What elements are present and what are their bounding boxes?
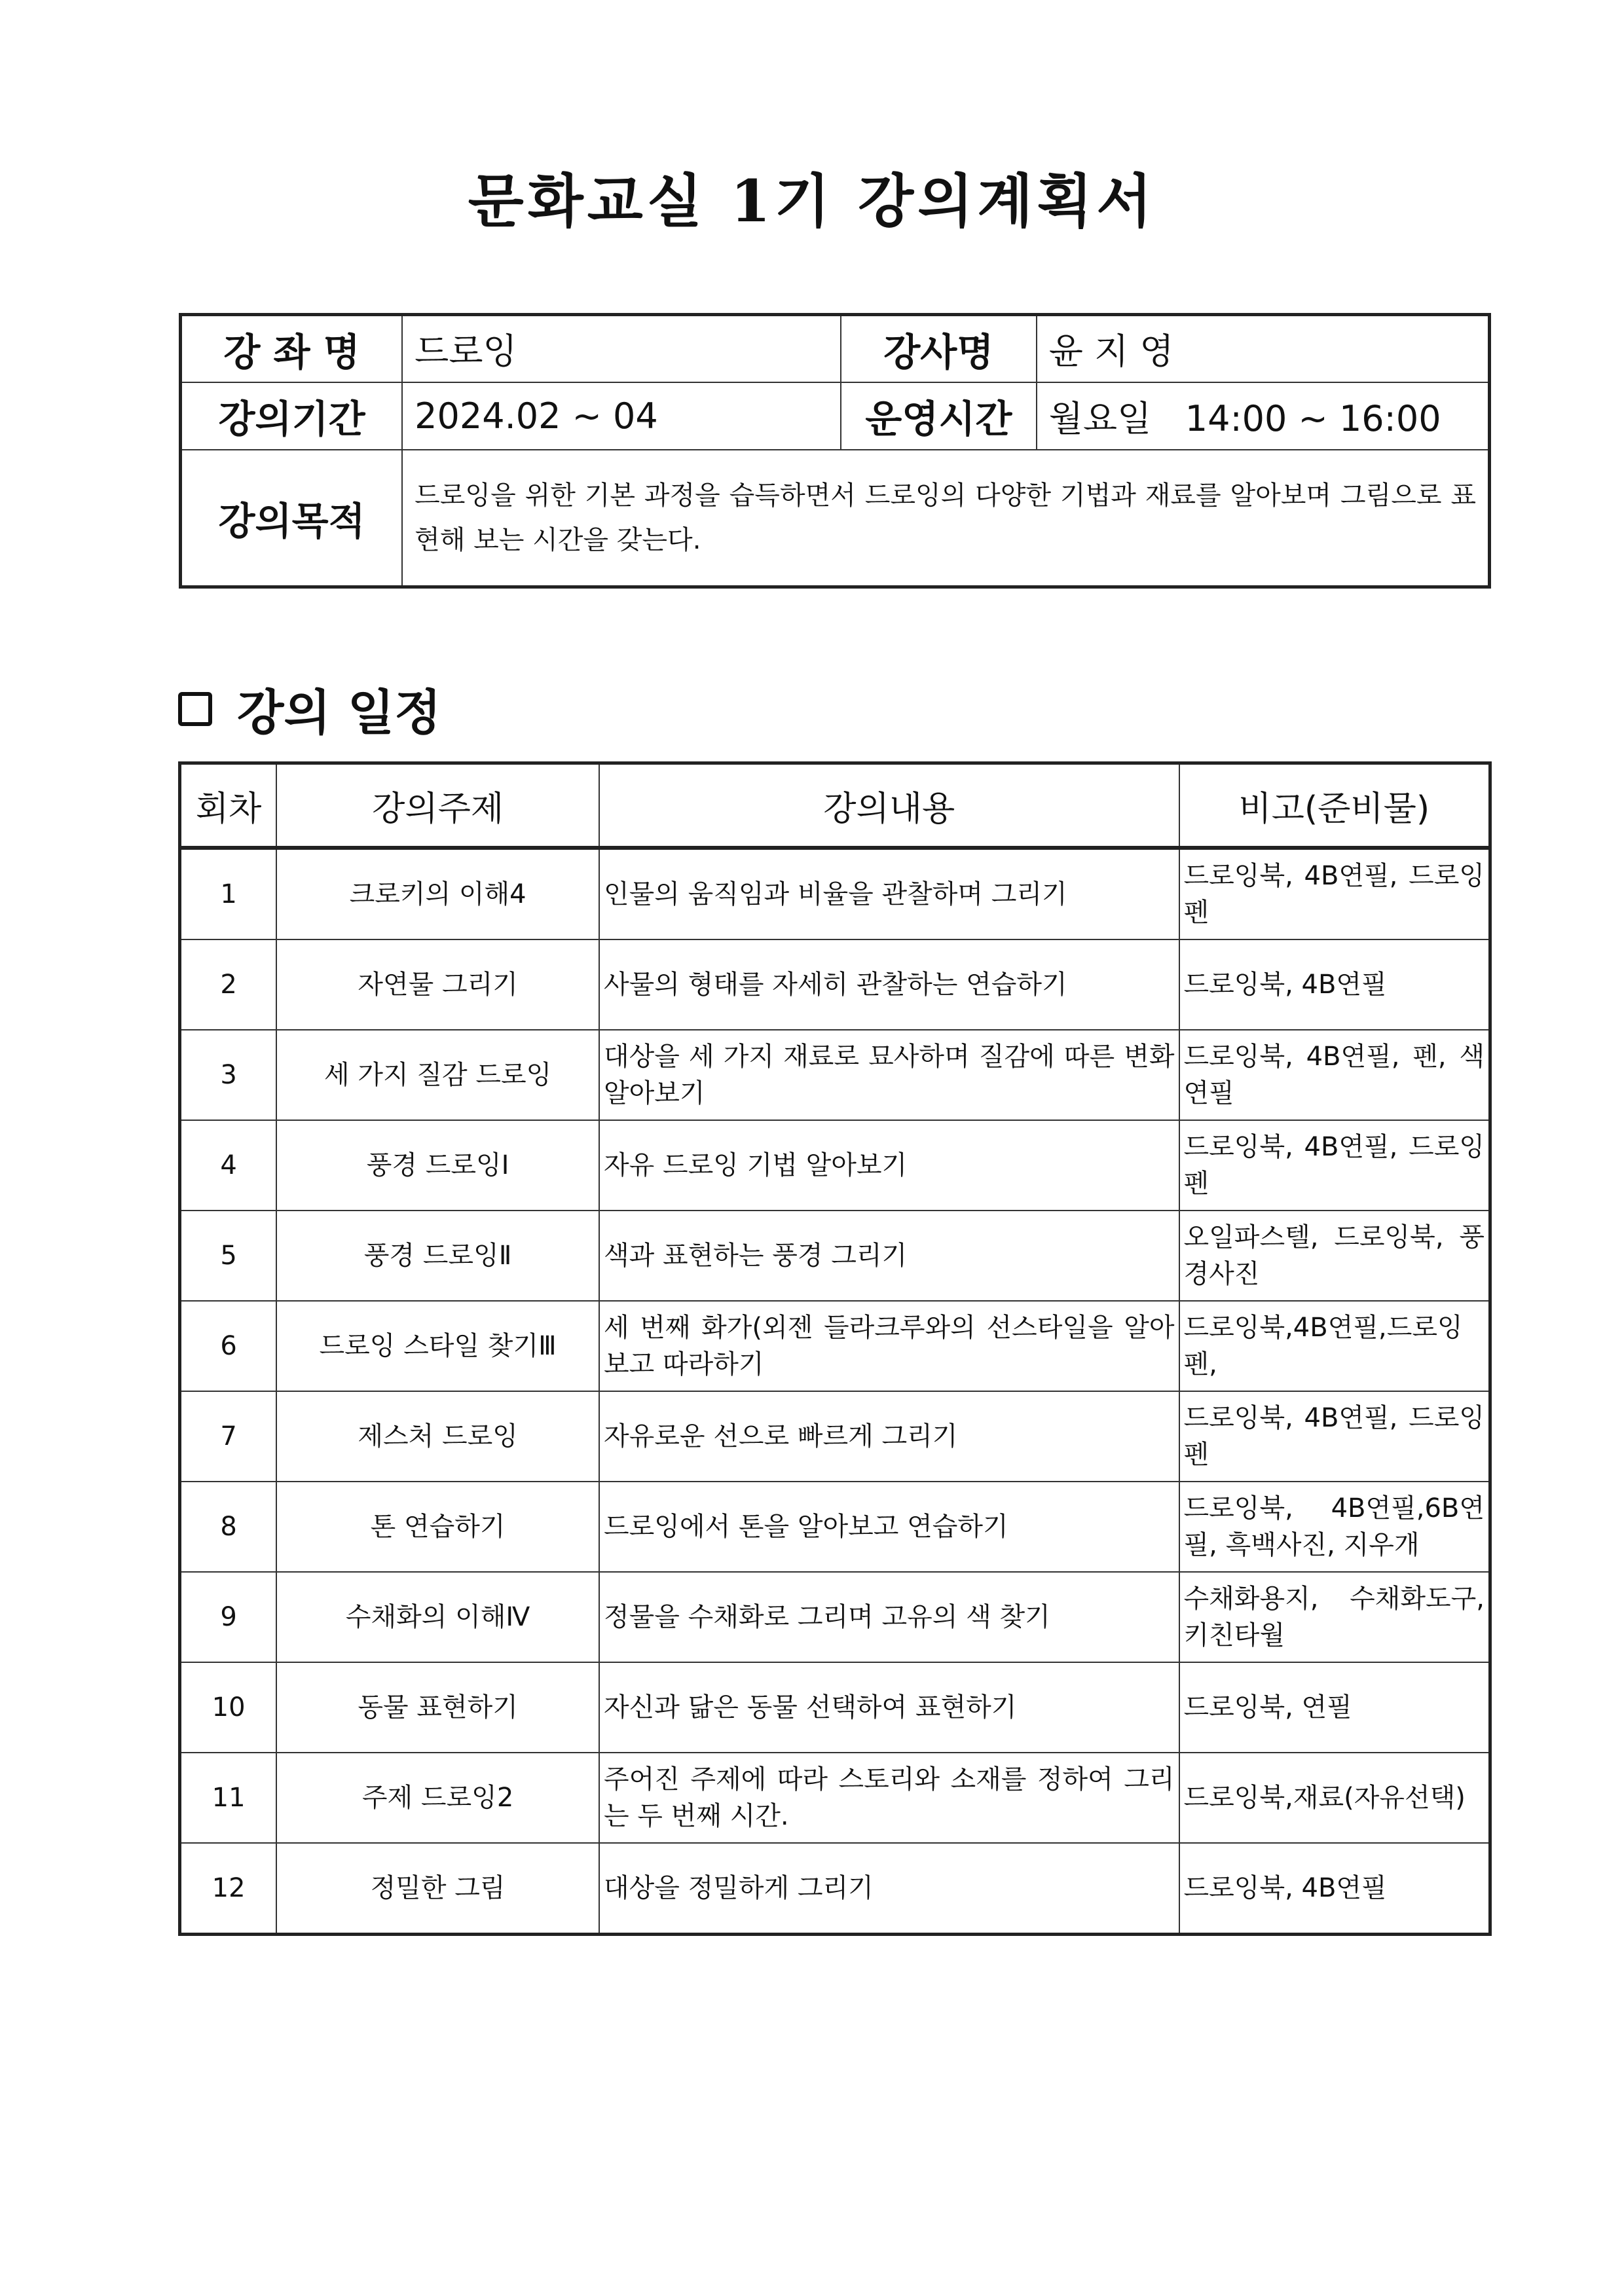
schedule-row bbox=[180, 1120, 1490, 1211]
schedule-row bbox=[180, 1211, 1490, 1301]
session-topic: 풍경 드로잉Ⅰ bbox=[276, 1120, 599, 1211]
schedule-row bbox=[180, 1030, 1490, 1120]
session-content: 드로잉에서 톤을 알아보고 연습하기 bbox=[599, 1482, 1179, 1572]
session-content: 대상을 세 가지 재료로 묘사하며 질감에 따른 변화 알아보기 bbox=[599, 1030, 1179, 1120]
session-topic: 수채화의 이해Ⅳ bbox=[276, 1572, 599, 1662]
session-topic: 크로키의 이해4 bbox=[276, 848, 599, 939]
schedule-header-row bbox=[180, 763, 1490, 848]
period-label: 강의기간 bbox=[181, 382, 403, 450]
session-notes: 드로잉북, 4B연필, 드로잉펜 bbox=[1179, 848, 1490, 939]
session-notes: 드로잉북, 4B연필, 드로잉펜 bbox=[1179, 1391, 1490, 1482]
session-topic: 자연물 그리기 bbox=[276, 939, 599, 1030]
schedule-row bbox=[180, 1572, 1490, 1662]
session-number: 4 bbox=[180, 1120, 277, 1211]
header-session: 회차 bbox=[180, 763, 277, 848]
purpose-label: 강의목적 bbox=[181, 450, 403, 587]
course-label: 강 좌 명 bbox=[181, 315, 403, 382]
session-content: 대상을 정밀하게 그리기 bbox=[599, 1843, 1179, 1935]
session-content: 세 번째 화가(외젠 들라크루와의 선스타일을 알아보고 따라하기 bbox=[599, 1301, 1179, 1391]
session-content: 자유 드로잉 기법 알아보기 bbox=[599, 1120, 1179, 1211]
session-topic: 풍경 드로잉Ⅱ bbox=[276, 1211, 599, 1301]
purpose-value: 드로잉을 위한 기본 과정을 습득하면서 드로잉의 다양한 기법과 재료를 알아보며 그림으로 표현해 보는 시간을 갖는다. bbox=[402, 450, 1489, 587]
session-number: 10 bbox=[180, 1662, 277, 1753]
session-number: 3 bbox=[180, 1030, 277, 1120]
session-content: 정물을 수채화로 그리며 고유의 색 찾기 bbox=[599, 1572, 1179, 1662]
session-content: 인물의 움직임과 비율을 관찰하며 그리기 bbox=[599, 848, 1179, 939]
session-number: 8 bbox=[180, 1482, 277, 1572]
session-topic: 정밀한 그림 bbox=[276, 1843, 599, 1935]
session-number: 7 bbox=[180, 1391, 277, 1482]
session-content: 자유로운 선으로 빠르게 그리기 bbox=[599, 1391, 1179, 1482]
session-topic: 주제 드로잉2 bbox=[276, 1753, 599, 1843]
session-notes: 드로잉북, 4B연필, 드로잉 펜 bbox=[1179, 1120, 1490, 1211]
session-topic: 톤 연습하기 bbox=[276, 1482, 599, 1572]
session-number: 1 bbox=[180, 848, 277, 939]
schedule-row bbox=[180, 848, 1490, 939]
session-topic: 제스처 드로잉 bbox=[276, 1391, 599, 1482]
session-content: 자신과 닮은 동물 선택하여 표현하기 bbox=[599, 1662, 1179, 1753]
session-notes: 드로잉북, 4B연필 bbox=[1179, 939, 1490, 1030]
header-notes: 비고(준비물) bbox=[1179, 763, 1490, 848]
period-value: 2024.02 ~ 04 bbox=[402, 382, 841, 450]
time-label: 운영시간 bbox=[841, 382, 1037, 450]
session-number: 9 bbox=[180, 1572, 277, 1662]
session-notes: 드로잉북,4B연필,드로잉펜, bbox=[1179, 1301, 1490, 1391]
session-number: 12 bbox=[180, 1843, 277, 1935]
session-notes: 수채화용지, 수채화도구, 키친타월 bbox=[1179, 1572, 1490, 1662]
schedule-row bbox=[180, 1662, 1490, 1753]
session-content: 색과 표현하는 풍경 그리기 bbox=[599, 1211, 1179, 1301]
schedule-table bbox=[178, 761, 1492, 1936]
session-notes: 드로잉북, 4B연필, 펜, 색연필 bbox=[1179, 1030, 1490, 1120]
instructor-label: 강사명 bbox=[841, 315, 1037, 382]
schedule-row bbox=[180, 1391, 1490, 1482]
schedule-row bbox=[180, 939, 1490, 1030]
schedule-row bbox=[180, 1482, 1490, 1572]
document-title: 문화교실 1기 강의계획서 bbox=[468, 167, 1156, 235]
header-topic: 강의주제 bbox=[276, 763, 599, 848]
session-notes: 드로잉북, 연필 bbox=[1179, 1662, 1490, 1753]
schedule-row bbox=[180, 1753, 1490, 1843]
session-number: 6 bbox=[180, 1301, 277, 1391]
time-value: 월요일 14:00 ~ 16:00 bbox=[1037, 382, 1490, 450]
course-info-table bbox=[179, 313, 1491, 589]
session-content: 주어진 주제에 따라 스토리와 소재를 정하여 그리는 두 번째 시간. bbox=[599, 1753, 1179, 1843]
session-topic: 드로잉 스타일 찾기Ⅲ bbox=[276, 1301, 599, 1391]
session-topic: 동물 표현하기 bbox=[276, 1662, 599, 1753]
header-content: 강의내용 bbox=[599, 763, 1179, 848]
session-number: 5 bbox=[180, 1211, 277, 1301]
instructor-value: 윤 지 영 bbox=[1037, 315, 1490, 382]
info-row-period bbox=[181, 382, 1490, 450]
schedule-heading bbox=[178, 674, 441, 744]
course-value: 드로잉 bbox=[402, 315, 841, 382]
info-row-purpose bbox=[181, 450, 1490, 587]
session-notes: 드로잉북, 4B연필,6B연필, 흑백사진, 지우개 bbox=[1179, 1482, 1490, 1572]
session-topic: 세 가지 질감 드로잉 bbox=[276, 1030, 599, 1120]
session-content: 사물의 형태를 자세히 관찰하는 연습하기 bbox=[599, 939, 1179, 1030]
session-number: 11 bbox=[180, 1753, 277, 1843]
session-notes: 드로잉북,재료(자유선택) bbox=[1179, 1753, 1490, 1843]
schedule-row bbox=[180, 1843, 1490, 1935]
info-row-course bbox=[181, 315, 1490, 382]
session-notes: 오일파스텔, 드로잉북, 풍경사진 bbox=[1179, 1211, 1490, 1301]
schedule-row bbox=[180, 1301, 1490, 1391]
checkbox-icon bbox=[178, 692, 212, 726]
schedule-heading-text: 강의 일정 bbox=[237, 685, 441, 741]
session-number: 2 bbox=[180, 939, 277, 1030]
session-notes: 드로잉북, 4B연필 bbox=[1179, 1843, 1490, 1935]
